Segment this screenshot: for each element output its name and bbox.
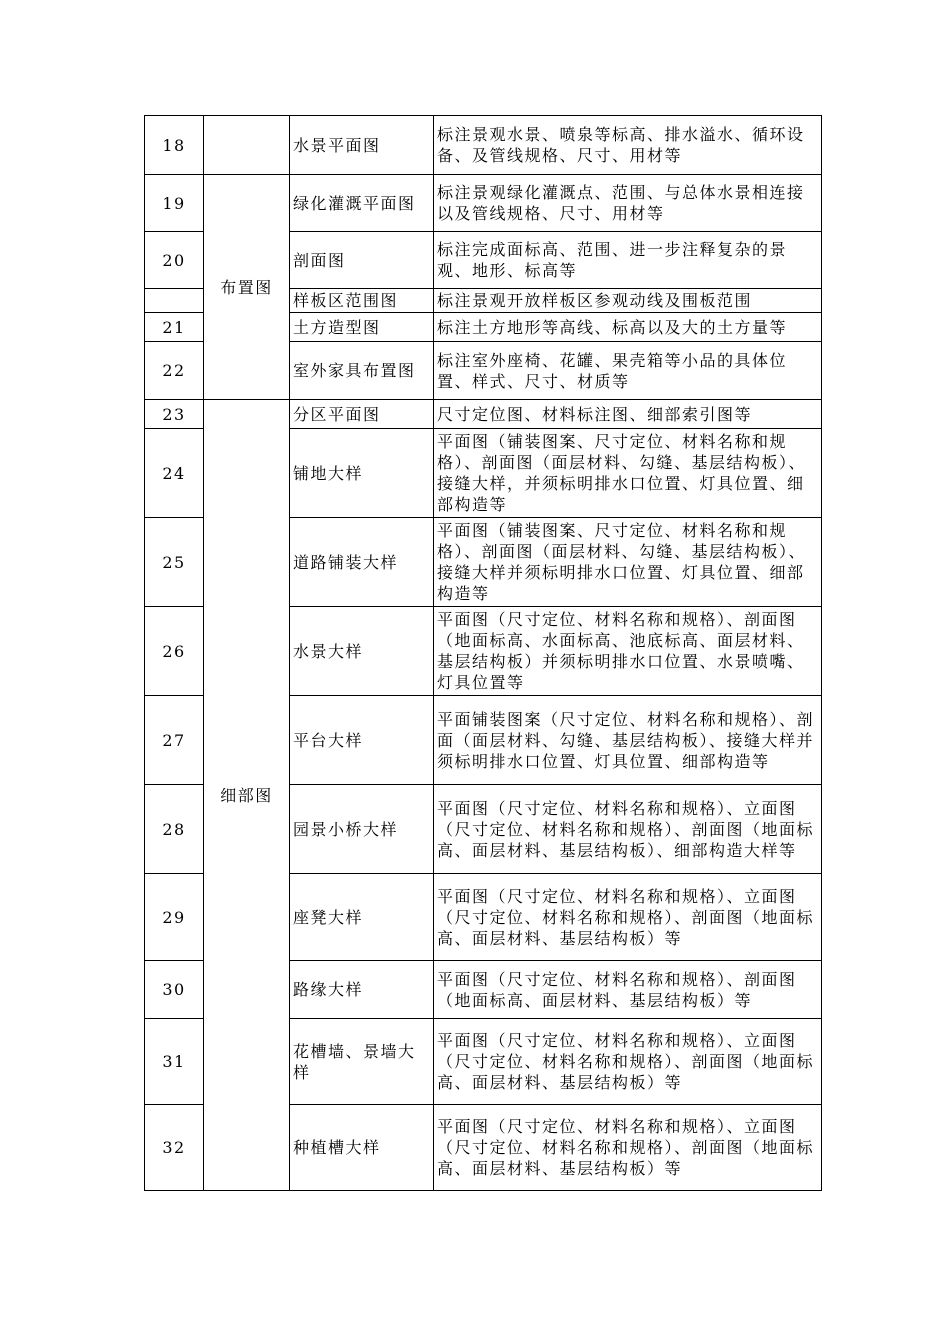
drawing-description: 平面图（铺装图案、尺寸定位、材料名称和规格）、剖面图（面层材料、勾缝、基层结构板）、接缝大样，并须标明排水口位置、灯具位置、细部构造等 <box>434 429 822 518</box>
drawing-description: 平面图（铺装图案、尺寸定位、材料名称和规格）、剖面图（面层材料、勾缝、基层结构板）、接缝大样并须标明排水口位置、灯具位置、细部构造等 <box>434 518 822 607</box>
table-row <box>145 175 822 232</box>
drawing-name: 水景大样 <box>290 607 434 696</box>
row-number: 22 <box>145 342 204 400</box>
drawing-name: 园景小桥大样 <box>290 785 434 874</box>
row-number: 23 <box>145 400 204 429</box>
drawing-name: 铺地大样 <box>290 429 434 518</box>
drawing-description: 标注室外座椅、花罐、果壳箱等小品的具体位置、样式、尺寸、材质等 <box>434 342 822 400</box>
row-number: 25 <box>145 518 204 607</box>
category-cell-empty <box>204 116 290 175</box>
row-number: 32 <box>145 1105 204 1191</box>
category-detail: 细部图 <box>204 400 290 1191</box>
drawing-description: 平面图（尺寸定位、材料名称和规格）、剖面图（地面标高、水面标高、池底标高、面层材料、基层结构板）并须标明排水口位置、水景喷嘴、灯具位置等 <box>434 607 822 696</box>
row-number <box>145 289 204 313</box>
drawing-description: 平面铺装图案（尺寸定位、材料名称和规格）、剖面（面层材料、勾缝、基层结构板）、接缝大样并须标明排水口位置、灯具位置、细部构造等 <box>434 696 822 785</box>
row-number: 21 <box>145 313 204 342</box>
drawing-description: 标注土方地形等高线、标高以及大的土方量等 <box>434 313 822 342</box>
row-number: 19 <box>145 175 204 232</box>
drawing-description: 平面图（尺寸定位、材料名称和规格）、立面图（尺寸定位、材料名称和规格）、剖面图（地面标高、面层材料、基层结构板）等 <box>434 1105 822 1191</box>
row-number: 26 <box>145 607 204 696</box>
drawing-name: 土方造型图 <box>290 313 434 342</box>
drawing-name: 剖面图 <box>290 232 434 289</box>
drawing-name: 室外家具布置图 <box>290 342 434 400</box>
row-number: 29 <box>145 874 204 961</box>
row-number: 31 <box>145 1019 204 1105</box>
drawing-name: 样板区范围图 <box>290 289 434 313</box>
category-layout: 布置图 <box>204 175 290 400</box>
row-number: 24 <box>145 429 204 518</box>
drawing-name: 座凳大样 <box>290 874 434 961</box>
drawing-name: 种植槽大样 <box>290 1105 434 1191</box>
drawing-name: 分区平面图 <box>290 400 434 429</box>
table-row <box>145 116 822 175</box>
drawing-name: 平台大样 <box>290 696 434 785</box>
row-number: 18 <box>145 116 204 175</box>
drawing-description: 标注景观绿化灌溉点、范围、与总体水景相连接以及管线规格、尺寸、用材等 <box>434 175 822 232</box>
drawing-description: 尺寸定位图、材料标注图、细部索引图等 <box>434 400 822 429</box>
row-number: 20 <box>145 232 204 289</box>
drawing-name: 绿化灌溉平面图 <box>290 175 434 232</box>
drawing-spec-table <box>144 115 822 1191</box>
drawing-description: 平面图（尺寸定位、材料名称和规格）、剖面图（地面标高、面层材料、基层结构板）等 <box>434 961 822 1019</box>
row-number: 28 <box>145 785 204 874</box>
drawing-name: 水景平面图 <box>290 116 434 175</box>
drawing-name: 路缘大样 <box>290 961 434 1019</box>
row-number: 30 <box>145 961 204 1019</box>
drawing-description: 平面图（尺寸定位、材料名称和规格）、立面图（尺寸定位、材料名称和规格）、剖面图（地面标高、面层材料、基层结构板）等 <box>434 874 822 961</box>
table-row <box>145 400 822 429</box>
drawing-name: 花槽墙、景墙大样 <box>290 1019 434 1105</box>
row-number: 27 <box>145 696 204 785</box>
drawing-name: 道路铺装大样 <box>290 518 434 607</box>
drawing-description: 平面图（尺寸定位、材料名称和规格）、立面图（尺寸定位、材料名称和规格）、剖面图（地面标高、面层材料、基层结构板）等 <box>434 1019 822 1105</box>
drawing-description: 标注景观水景、喷泉等标高、排水溢水、循环设备、及管线规格、尺寸、用材等 <box>434 116 822 175</box>
drawing-description: 平面图（尺寸定位、材料名称和规格）、立面图（尺寸定位、材料名称和规格）、剖面图（地面标高、面层材料、基层结构板）、细部构造大样等 <box>434 785 822 874</box>
drawing-description: 标注完成面标高、范围、进一步注释复杂的景观、地形、标高等 <box>434 232 822 289</box>
drawing-description: 标注景观开放样板区参观动线及围板范围 <box>434 289 822 313</box>
